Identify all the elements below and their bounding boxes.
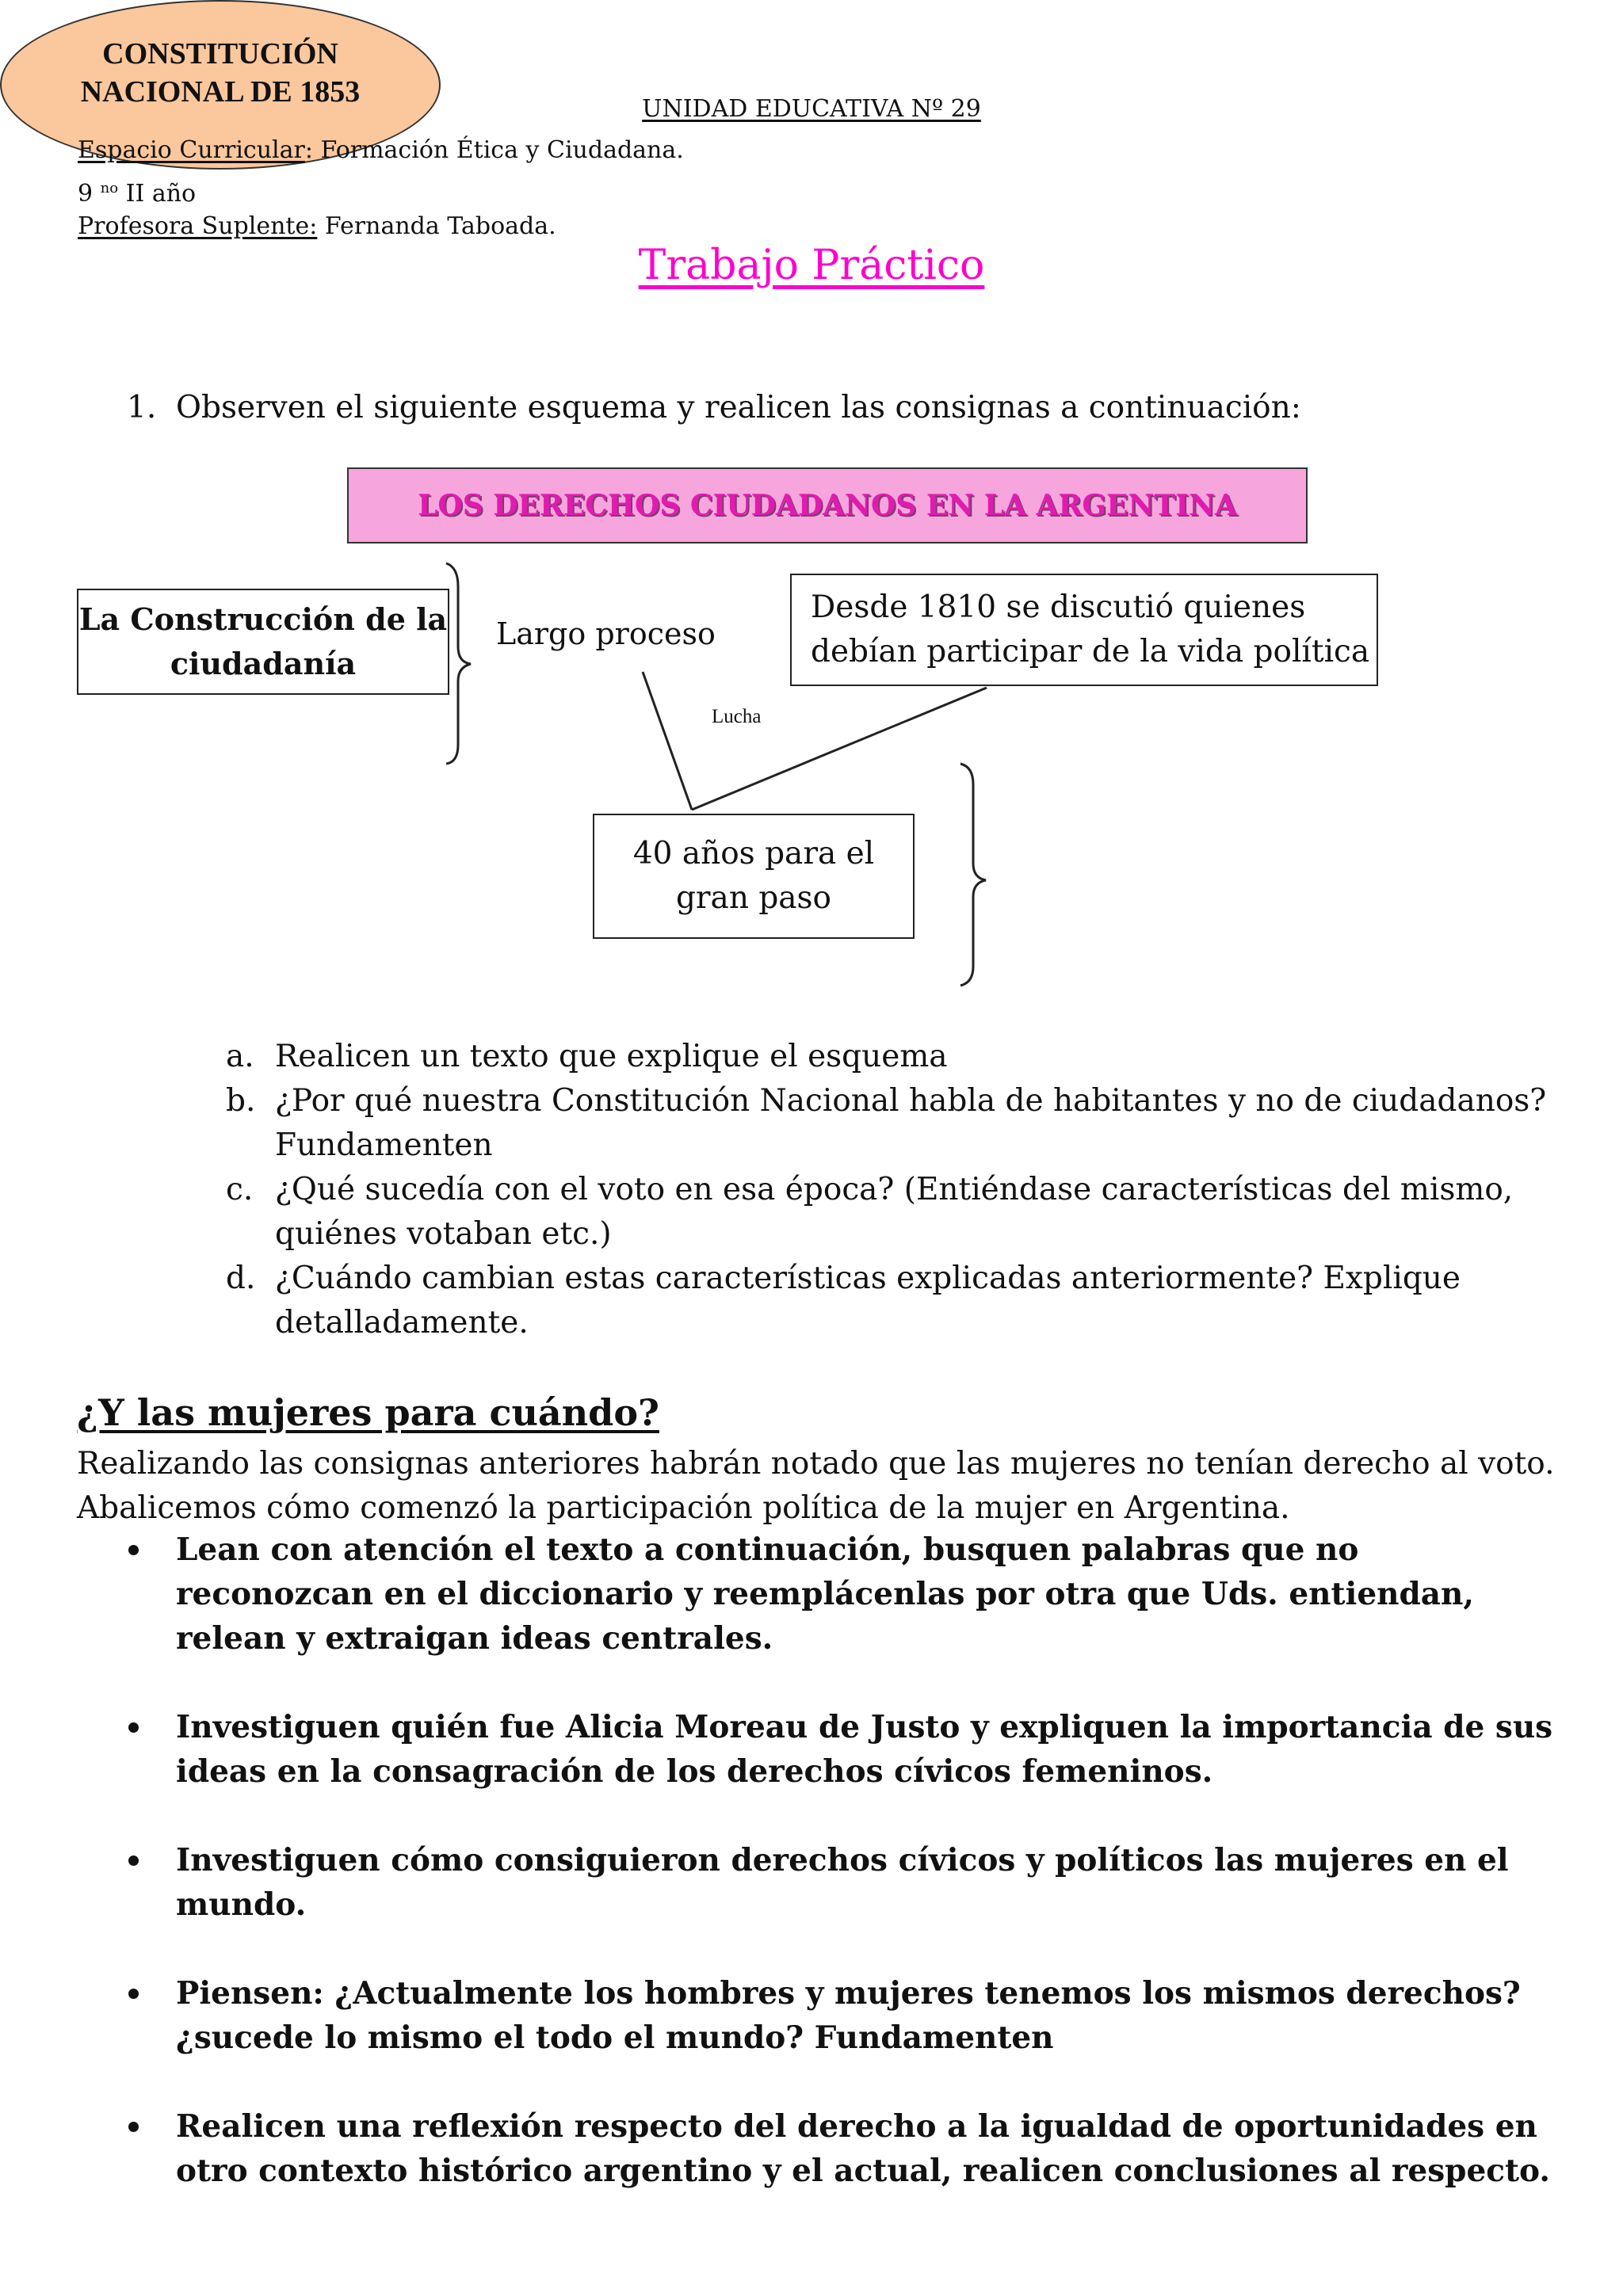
list-text: Investiguen quién fue Alicia Moreau de Justo y expliquen la importancia de sus ideas en la consagración de los derechos cívicos femeninos. <box>176 1709 1553 1790</box>
subject-value: : Formación Ética y Ciudadana. <box>304 136 684 164</box>
school-name: UNIDAD EDUCATIVA Nº 29 <box>642 95 981 123</box>
desde-1810-box: Desde 1810 se discutió quienes debían participar de la vida política <box>790 574 1378 686</box>
largo-proceso-label: Largo proceso <box>496 616 716 651</box>
list-text: Piensen: ¿Actualmente los hombres y mujeres tenemos los mismos derechos? ¿sucede lo mismo el todo el mundo? Fundamenten <box>176 1975 1521 2056</box>
list-text: ¿Qué sucedía con el voto en esa época? (Entiéndase características del mismo, quiénes votaban etc.) <box>275 1172 1514 1252</box>
list-item <box>226 1257 1557 1345</box>
teacher-label: Profesora Suplente: <box>78 212 318 240</box>
left-brace <box>446 563 471 764</box>
bullet-icon <box>128 1545 139 1555</box>
grade-number: 9 <box>78 180 94 208</box>
list-text: Lean con atención el texto a continuación, busquen palabras que no reconozcan en el diccionario y reemplácenlas por otra que Uds. entiendan, relean y extraigan ideas centrales. <box>176 1531 1474 1657</box>
consignas-list <box>226 1035 1557 1345</box>
teacher-name: Fernanda Taboada. <box>317 212 556 240</box>
list-item <box>127 1971 1553 2060</box>
list-item <box>226 1079 1557 1168</box>
list-item <box>226 1168 1557 1257</box>
list-text: Realicen una reflexión respecto del derecho a la igualdad de oportunidades en otro contexto histórico argentino y el actual, realicen conclusiones al respecto. <box>176 2108 1550 2189</box>
list-text: Realicen un texto que explique el esquema <box>275 1039 948 1074</box>
list-item <box>127 1838 1553 1927</box>
list-item <box>127 1705 1553 1794</box>
largo-connector-line <box>643 672 692 810</box>
right-brace <box>960 764 986 986</box>
list-item <box>127 2104 1553 2193</box>
list-letter: c. <box>226 1172 254 1207</box>
construccion-box: La Construcción de la ciudadanía <box>77 589 449 695</box>
list-text: ¿Por qué nuestra Constitución Nacional habla de habitantes y no de ciudadanos? Fundamenten <box>275 1083 1547 1163</box>
list-item <box>127 1527 1553 1661</box>
list-letter: b. <box>226 1083 256 1119</box>
cuarenta-anos-box: 40 años para el gran paso <box>593 814 915 939</box>
bullet-icon <box>128 1722 139 1733</box>
lucha-label: Lucha <box>712 706 762 727</box>
list-letter: d. <box>226 1261 256 1296</box>
bullet-icon <box>128 1989 139 1999</box>
intro-line-1: Realizando las consignas anteriores habrán notado que las mujeres no tenían derecho al voto. <box>77 1446 1555 1482</box>
grade-superscript: no <box>100 180 119 196</box>
grade-year: II año <box>118 180 197 208</box>
instruction-number: 1. <box>127 390 157 425</box>
section-title: ¿Y las mujeres para cuándo? <box>77 1391 659 1434</box>
list-item <box>226 1035 1557 1079</box>
section-intro <box>77 1442 1567 1531</box>
bullet-icon <box>128 1855 139 1866</box>
list-letter: a. <box>226 1039 254 1074</box>
subject-label: Espacio Curricular <box>78 136 305 164</box>
diagram-banner: LOS DERECHOS CIUDADANOS EN LA ARGENTINA <box>347 467 1308 543</box>
instruction-text: Observen el siguiente esquema y realicen las consignas a continuación: <box>176 390 1301 425</box>
list-text: ¿Cuándo cambian estas características explicadas anteriormente? Explique detalladamente. <box>275 1261 1461 1341</box>
list-text: Investiguen cómo consiguieron derechos cívicos y políticos las mujeres en el mundo. <box>176 1842 1509 1923</box>
tasks-list <box>127 1527 1553 2237</box>
page-title: Trabajo Práctico <box>638 242 985 289</box>
constitucion-text: CONSTITUCIÓN NACIONAL DE 1853 <box>80 37 361 109</box>
bullet-icon <box>128 2122 139 2132</box>
intro-line-2: Abalicemos cómo comenzó la participación política de la mujer en Argentina. <box>77 1490 1290 1526</box>
